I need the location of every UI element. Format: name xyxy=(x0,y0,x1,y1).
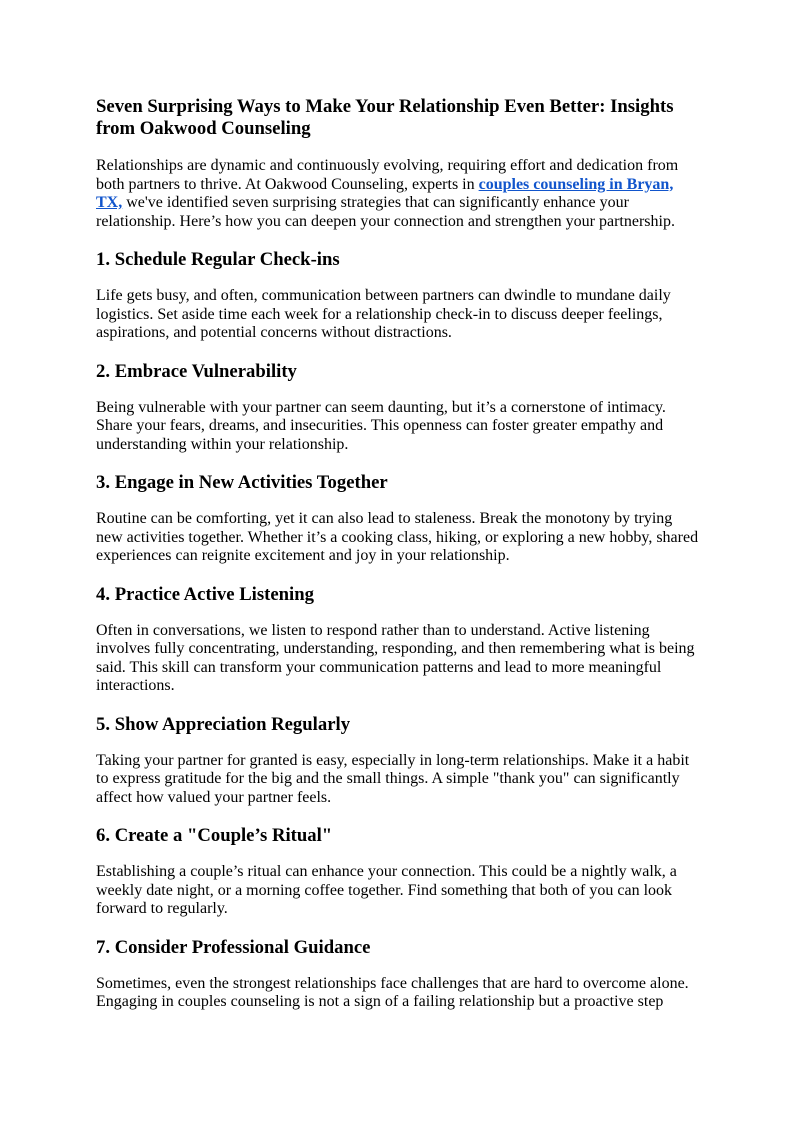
section-body-check-ins: Life gets busy, and often, communication between partners can dwindle to mundane daily logistics. Set aside time each week for a relationship check-in to discuss deeper feelings, aspirations, and potential concerns without distractions. xyxy=(96,287,671,341)
document-page xyxy=(96,96,700,1030)
section-body-vulnerability: Being vulnerable with your partner can seem daunting, but it’s a cornerstone of intimacy. Share your fears, dreams, and insecurities. This openness can foster greater empathy and understanding within your relationship. xyxy=(96,398,666,453)
section-body-couples-ritual: Establishing a couple’s ritual can enhance your connection. This could be a nightly walk, a weekly date night, or a morning coffee together. Find something that both of you can look forward to regularly. xyxy=(96,863,677,917)
section-heading-vulnerability: 2. Embrace Vulnerability xyxy=(96,360,297,382)
section-body-new-activities: Routine can be comforting, yet it can also lead to staleness. Break the monotony by trying new activities together. Whether it’s a cooking class, hiking, or exploring a new hobby, shared experiences can reignite excitement and joy in your relationship. xyxy=(96,510,699,564)
section-heading-appreciation: 5. Show Appreciation Regularly xyxy=(96,713,351,735)
section-heading-couples-ritual: 6. Create a "Couple’s Ritual" xyxy=(96,825,333,846)
intro-paragraph xyxy=(96,157,700,231)
section-body-active-listening: Often in conversations, we listen to respond rather than to understand. Active listening involves fully concentrating, understanding, responding, and then remembering what is being said. This skill can transform your communication patterns and lead to more meaningful interactions. xyxy=(96,621,695,694)
section-heading-check-ins: 1. Schedule Regular Check-ins xyxy=(96,249,340,270)
intro-text-after-link: we've identified seven surprising strategies that can significantly enhance your relationship. Here’s how you can deepen your connection and strengthen your partnership. xyxy=(96,194,675,230)
article-title: Seven Surprising Ways to Make Your Relationship Even Better: Insights from Oakwood Counseling xyxy=(96,96,674,139)
section-body-appreciation: Taking your partner for granted is easy, especially in long-term relationships. Make it a habit to express gratitude for the big and the small things. A simple "thank you" can significantly affect how valued your partner feels. xyxy=(96,751,690,806)
couples-counseling-link[interactable]: couples counseling in Bryan, TX, xyxy=(96,175,674,211)
section-heading-new-activities: 3. Engage in New Activities Together xyxy=(96,472,388,493)
intro-text-before-link: Relationships are dynamic and continuously evolving, requiring effort and dedication from both partners to thrive. At Oakwood Counseling, experts in xyxy=(96,157,679,193)
section-heading-professional-guidance: 7. Consider Professional Guidance xyxy=(96,936,371,958)
section-body-professional-guidance: Sometimes, even the strongest relationships face challenges that are hard to overcome alone. Engaging in couples counseling is not a sign of a failing relationship but a proactive step xyxy=(96,974,689,1010)
section-heading-active-listening: 4. Practice Active Listening xyxy=(96,583,314,605)
